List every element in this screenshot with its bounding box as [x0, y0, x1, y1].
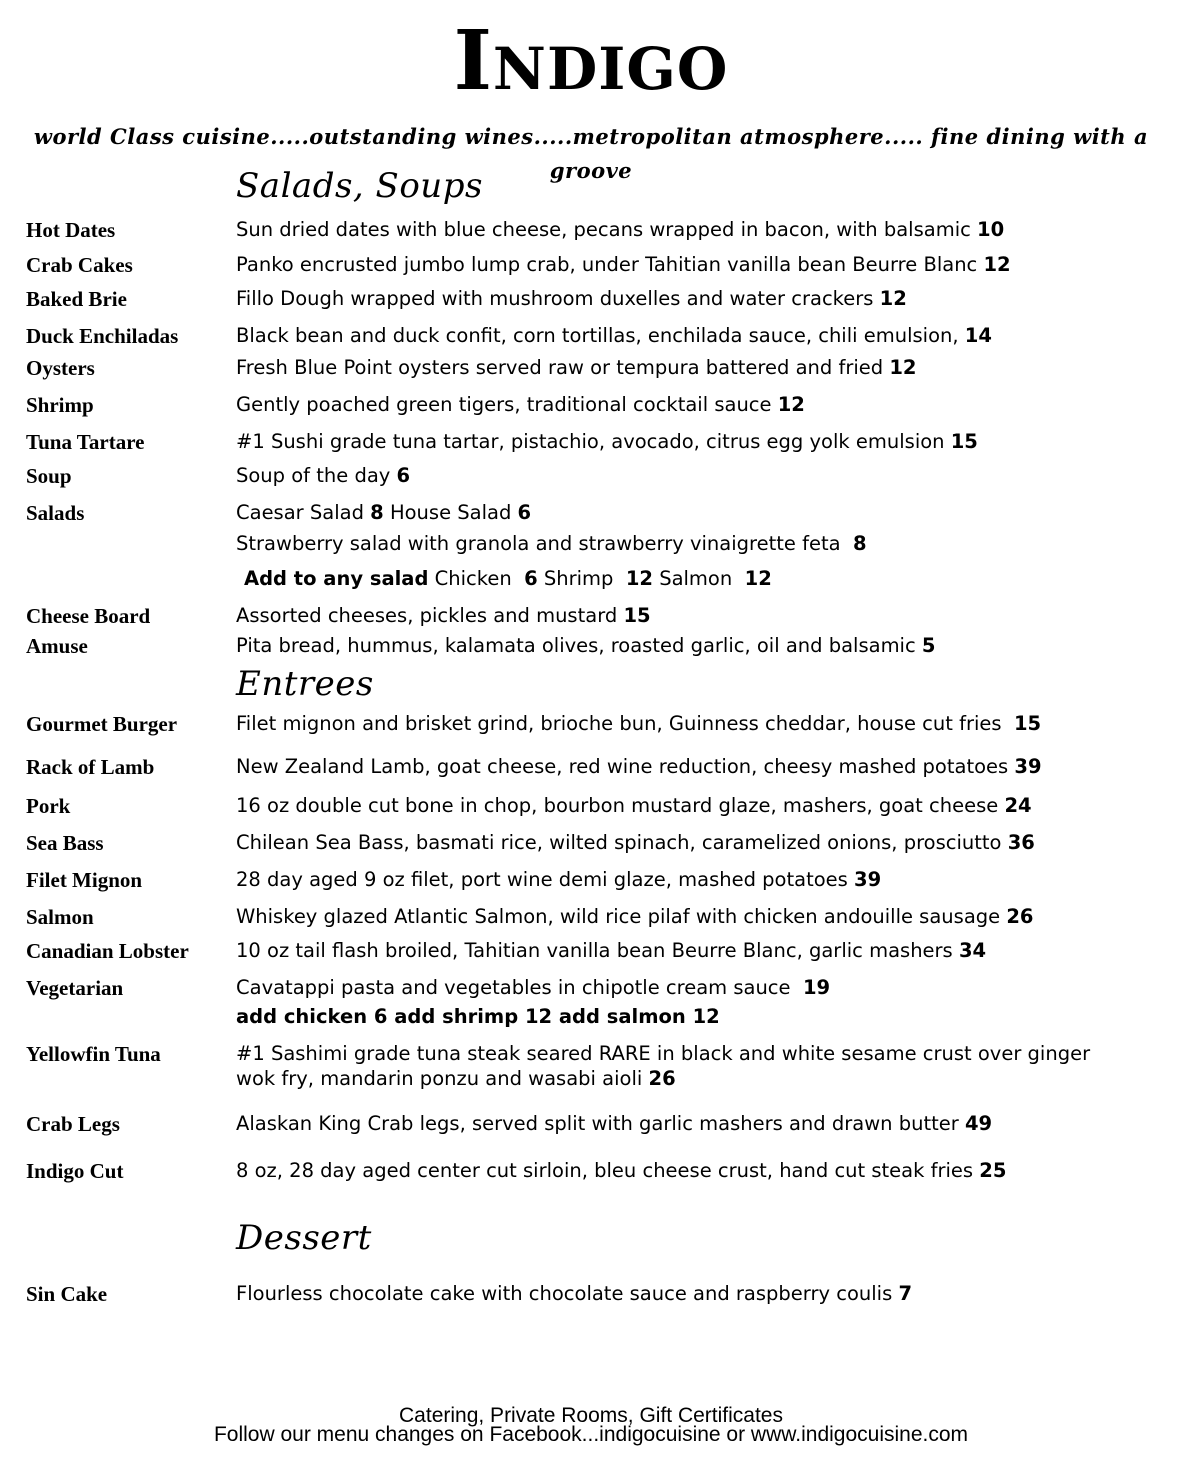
item-description: Fresh Blue Point oysters served raw or tempura battered and fried 12 [236, 356, 917, 379]
item-name: Canadian Lobster [26, 939, 189, 963]
item-description: Whiskey glazed Atlantic Salmon, wild rice pilaf with chicken andouille sausage 26 [236, 905, 1034, 928]
item-name: Cheese Board [26, 604, 151, 628]
item-name: Yellowfin Tuna [26, 1042, 161, 1066]
item-price: 24 [1004, 794, 1032, 817]
item-price: 5 [921, 634, 936, 657]
item-price: 6 [396, 464, 411, 487]
salad-addons-line: Add to any salad Chicken 6 Shrimp 12 Salmon 12 [244, 567, 772, 590]
item-description: Soup of the day 6 [236, 464, 411, 487]
item-description: 8 oz, 28 day aged center cut sirloin, bleu cheese crust, hand cut steak fries 25 [236, 1159, 1007, 1182]
item-price: 15 [950, 430, 978, 453]
item-name: Salmon [26, 905, 94, 929]
item-name: Oysters [26, 356, 95, 380]
item-description: Flourless chocolate cake with chocolate sauce and raspberry coulis 7 [236, 1282, 913, 1305]
item-price: 6 [517, 501, 532, 524]
item-name: Crab Cakes [26, 253, 133, 277]
item-name: Soup [26, 464, 72, 488]
item-description: #1 Sashimi grade tuna steak seared RARE in black and white sesame crust over ginger wok fry, mandarin ponzu and wasabi aioli 26 [236, 1042, 1091, 1090]
item-description: Gently poached green tigers, traditional cocktail sauce 12 [236, 393, 805, 416]
item-name: Indigo Cut [26, 1159, 124, 1183]
item-name: Crab Legs [26, 1112, 120, 1136]
item-description: Caesar Salad 8 House Salad 6 [236, 501, 532, 524]
item-price: 36 [1007, 831, 1035, 854]
item-description: #1 Sushi grade tuna tartar, pistachio, avocado, citrus egg yolk emulsion 15 [236, 430, 978, 453]
item-name: Sin Cake [26, 1282, 108, 1306]
item-price: 25 [979, 1159, 1007, 1182]
tagline: world Class cuisine.....outstanding wines.....metropolitan atmosphere..... fine dining with a groove [33, 124, 1149, 183]
item-description: Alaskan King Crab legs, served split with garlic mashers and drawn butter 49 [236, 1112, 993, 1135]
item-description: Fillo Dough wrapped with mushroom duxelles and water crackers 12 [236, 287, 907, 310]
item-price: 12 [983, 253, 1011, 276]
item-name: Shrimp [26, 393, 94, 417]
item-name: Sea Bass [26, 831, 104, 855]
item-price: 39 [1014, 755, 1042, 778]
item-price: 39 [854, 868, 882, 891]
restaurant-title: INDIGO [453, 13, 729, 109]
item-name: Gourmet Burger [26, 712, 178, 736]
item-description: Filet mignon and brisket grind, brioche bun, Guinness cheddar, house cut fries 15 [236, 712, 1042, 735]
section-heading-entrees: Entrees [236, 664, 374, 704]
item-name: Pork [26, 794, 71, 818]
item-name: Rack of Lamb [26, 755, 155, 779]
item-price: 10 [977, 218, 1005, 241]
strawberry-salad-line: Strawberry salad with granola and strawberry vinaigrette feta 8 [236, 532, 867, 555]
item-description: 10 oz tail flash broiled, Tahitian vanilla bean Beurre Blanc, garlic mashers 34 [236, 939, 987, 962]
item-price: 26 [648, 1067, 676, 1090]
item-price: 14 [964, 324, 992, 347]
item-price: 19 [802, 976, 831, 999]
item-name: Hot Dates [26, 218, 116, 242]
footer-services: Catering, Private Rooms, Gift Certificates [399, 1404, 783, 1427]
item-price: 7 [898, 1282, 913, 1305]
section-heading-salads-soups: Salads, Soups [236, 166, 483, 206]
item-name: Duck Enchiladas [26, 324, 179, 348]
item-price: 12 [879, 287, 907, 310]
item-price: 49 [964, 1112, 993, 1135]
item-price: 12 [889, 356, 917, 379]
item-price: 15 [1013, 712, 1042, 735]
item-name: Baked Brie [26, 287, 127, 311]
item-name: Amuse [26, 634, 88, 658]
item-price: 8 [852, 532, 867, 555]
footer-social: Follow our menu changes on Facebook...indigocuisine or www.indigocuisine.com [213, 1423, 969, 1446]
item-description: Chilean Sea Bass, basmati rice, wilted spinach, caramelized onions, prosciutto 36 [236, 831, 1035, 854]
item-name: Filet Mignon [26, 868, 143, 892]
item-price: 34 [958, 939, 987, 962]
section-heading-dessert: Dessert [236, 1218, 372, 1258]
item-price: 8 [370, 501, 384, 524]
item-name: Salads [26, 501, 85, 525]
item-description: New Zealand Lamb, goat cheese, red wine reduction, cheesy mashed potatoes 39 [236, 755, 1042, 778]
item-description: Assorted cheeses, pickles and mustard 15 [236, 604, 651, 627]
item-description: Pita bread, hummus, kalamata olives, roasted garlic, oil and balsamic 5 [236, 634, 936, 657]
item-name: Vegetarian [26, 976, 124, 1000]
item-description: Cavatappi pasta and vegetables in chipotle cream sauce 19 [236, 976, 831, 999]
item-price: 26 [1006, 905, 1034, 928]
item-price: 15 [623, 604, 651, 627]
item-description: Panko encrusted jumbo lump crab, under Tahitian vanilla bean Beurre Blanc 12 [236, 253, 1011, 276]
vegetarian-addons: add chicken 6 add shrimp 12 add salmon 12 [236, 1005, 720, 1028]
item-description: Black bean and duck confit, corn tortillas, enchilada sauce, chili emulsion, 14 [236, 324, 992, 347]
item-price: 12 [777, 393, 805, 416]
item-description: Sun dried dates with blue cheese, pecans wrapped in bacon, with balsamic 10 [236, 218, 1005, 241]
item-description: 28 day aged 9 oz filet, port wine demi glaze, mashed potatoes 39 [236, 868, 882, 891]
item-name: Tuna Tartare [26, 430, 145, 454]
item-description: 16 oz double cut bone in chop, bourbon mustard glaze, mashers, goat cheese 24 [236, 794, 1032, 817]
